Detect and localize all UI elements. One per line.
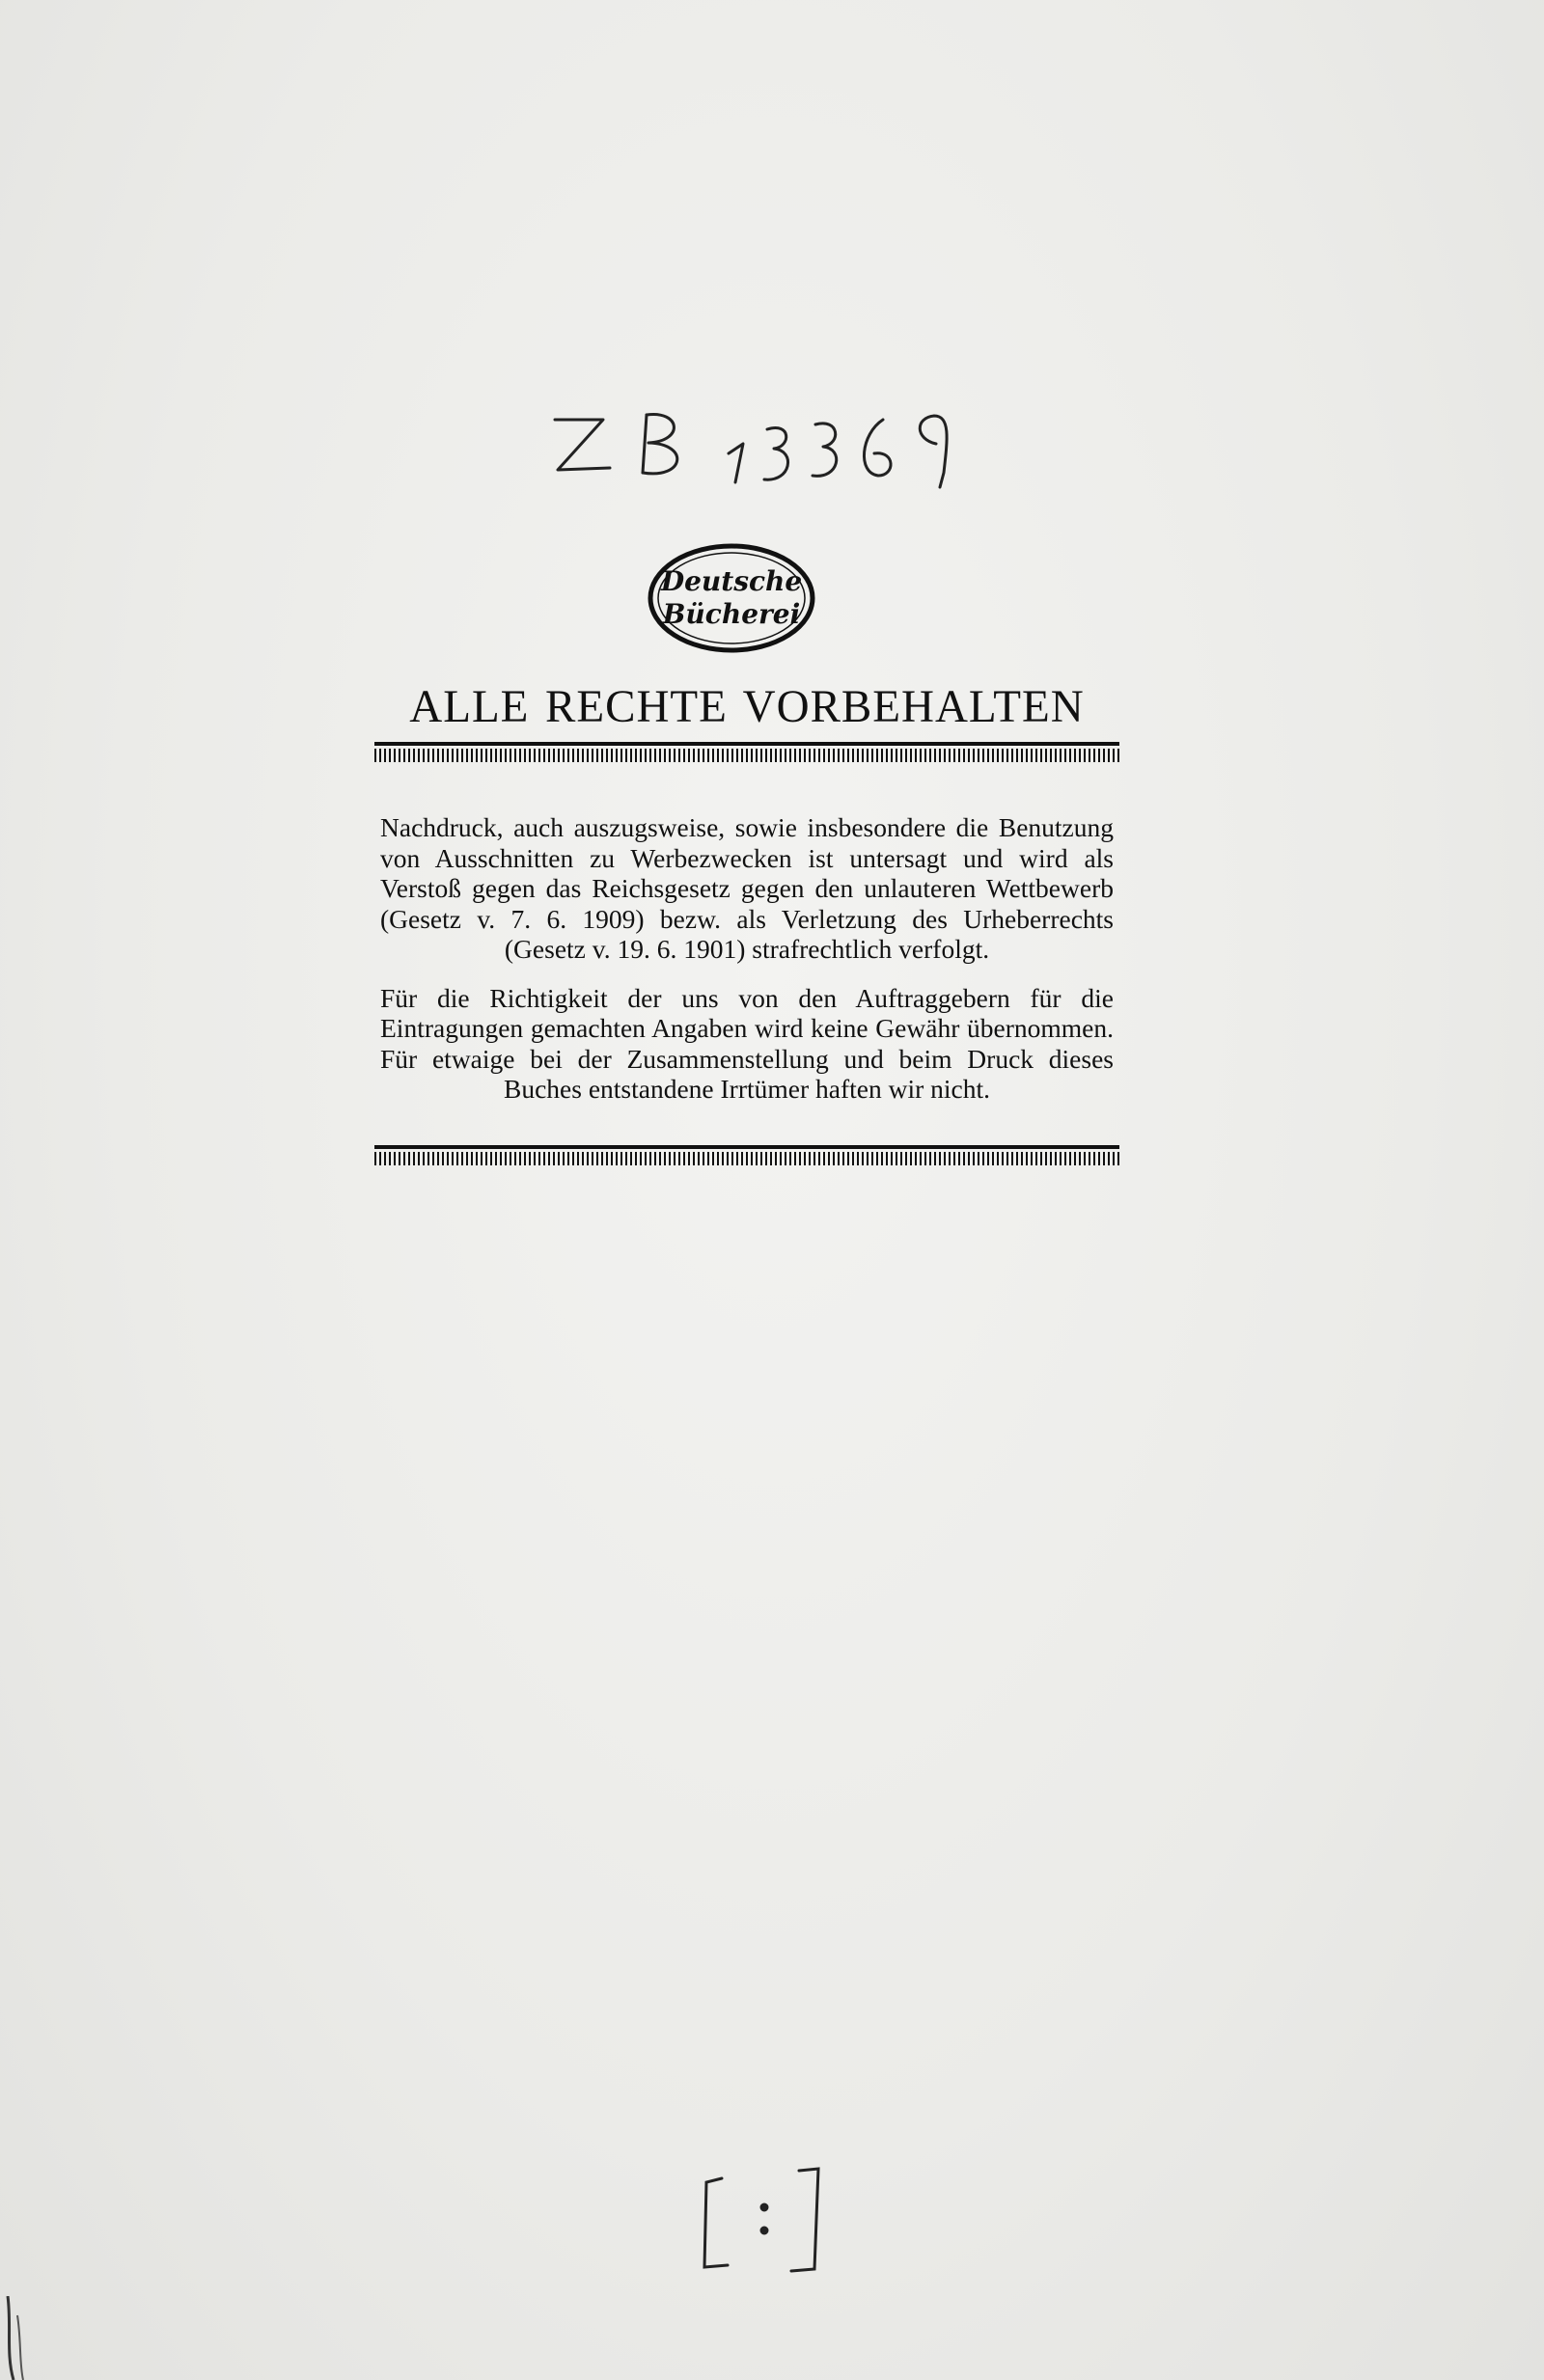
- bottom-rules: [374, 1145, 1119, 1165]
- handwritten-shelfmark: [550, 391, 994, 497]
- divider-rule: [374, 1145, 1119, 1149]
- copyright-notice: [374, 680, 1119, 1165]
- library-stamp: [645, 540, 818, 656]
- svg-text:Deutsche: Deutsche: [660, 565, 803, 597]
- reprint-prohibition-paragraph: Nachdruck, auch auszugsweise, sowie insbesondere die Benutzung von Ausschnitten zu Werbezwecken ist untersagt und wird als Verstoß gegen das Reichsgesetz gegen den unlauteren Wettbewerb (Gesetz v. 7. 6. 1909) bezw. als Verletzung des Urheberrechts (Gesetz v. 19. 6. 1901) strafrechtlich verfolgt.: [380, 812, 1114, 964]
- hatched-rule: [374, 749, 1119, 762]
- liability-disclaimer-paragraph: Für die Richtigkeit der uns von den Auftraggebern für die Eintragungen gemachten Angaben wird keine Gewähr übernommen. Für etwaige bei der Zusammenstellung und beim Druck dieses Buches entstandene Irrtümer haften wir nicht.: [380, 982, 1114, 1104]
- notice-title: ALLE RECHTE VORBEHALTEN: [409, 681, 1085, 732]
- svg-text:Bücherei: Bücherei: [662, 598, 801, 630]
- handwritten-page-mark: [695, 2161, 830, 2286]
- divider-rule: [374, 742, 1119, 746]
- binding-edge-mark: [0, 2296, 39, 2380]
- hatched-rule: [374, 1152, 1119, 1165]
